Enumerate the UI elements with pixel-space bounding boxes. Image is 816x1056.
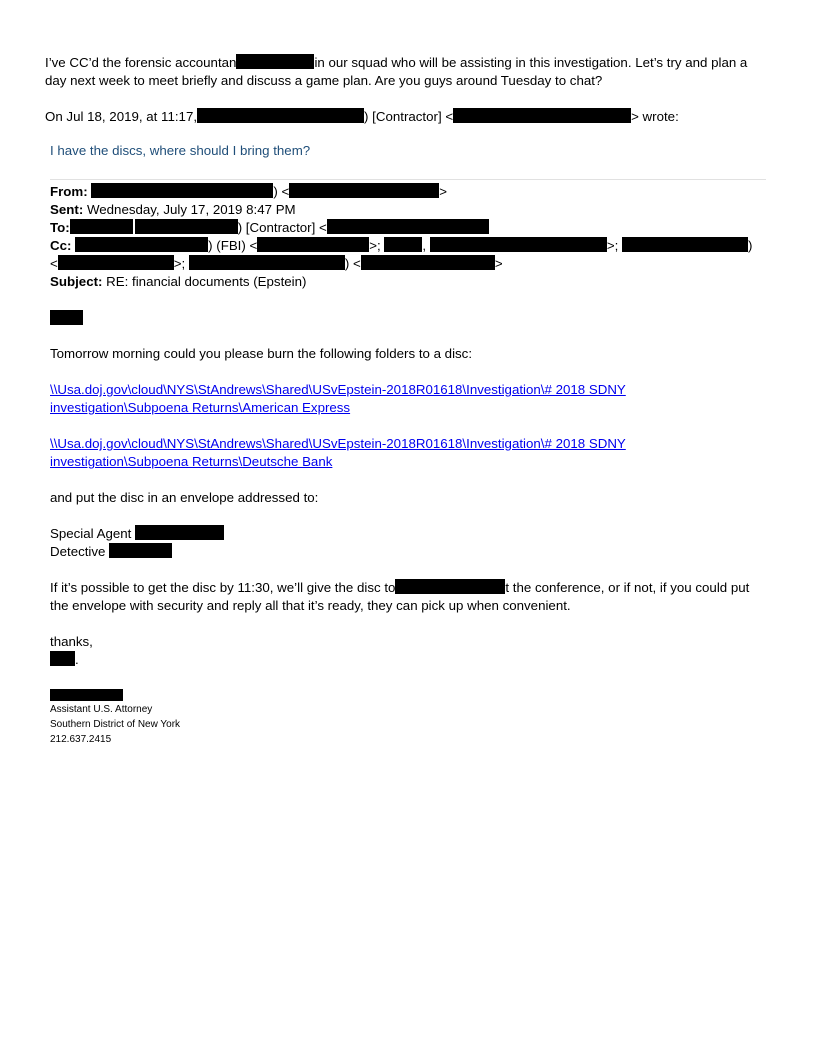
subject-line: Subject: RE: financial documents (Epstein) xyxy=(50,274,307,289)
sender-initial: . xyxy=(50,651,79,669)
redaction-box xyxy=(135,219,238,234)
redaction-box xyxy=(197,108,364,123)
instruction-text: Tomorrow morning could you please burn the following folders to a disc: xyxy=(50,346,473,361)
envelope-text: and put the disc in an envelope addressed to: xyxy=(50,490,319,505)
redaction-box xyxy=(109,543,172,558)
redaction-box xyxy=(189,255,345,270)
intro-line-1: I’ve CC’d the forensic accountan in our squad who will be assisting in this investigation. Let’s try and plan a xyxy=(45,55,748,70)
redaction-box xyxy=(384,237,422,252)
redaction-box xyxy=(257,237,369,252)
link-line[interactable]: \\Usa.doj.gov\cloud\NYS\StAndrews\Shared\USvEpstein-2018R01618\Investigation\# 2018 SDNY xyxy=(50,382,626,397)
redaction-box xyxy=(430,237,607,252)
intro-line-2: day next week to meet briefly and discuss a game plan. Are you guys around Tuesday to chat? xyxy=(45,73,603,88)
folder-link-deutsche-bank[interactable] xyxy=(50,435,626,471)
signature-phone: 212.637.2415 xyxy=(50,734,112,745)
signature-office: Southern District of New York xyxy=(50,719,181,730)
addressee-agent: Special Agent xyxy=(50,525,224,543)
addressee-detective: Detective xyxy=(50,543,172,561)
thanks-text: thanks, xyxy=(50,634,93,649)
quote-header: On Jul 18, 2019, at 11:17, ) [Contractor] < > wrote: xyxy=(45,109,679,124)
redaction-box xyxy=(622,237,748,252)
from-line: From: ) < > xyxy=(50,184,448,199)
cc-line-2: < >; ) < > xyxy=(50,256,503,271)
possible-line-1: If it’s possible to get the disc by 11:30, we’ll give the disc to t the conference, or if not, if you could put xyxy=(50,580,750,595)
reply-text: I have the discs, where should I bring them? xyxy=(50,143,311,158)
greeting xyxy=(50,310,83,328)
to-line: To: ) [Contractor] < xyxy=(50,219,489,237)
redaction-box xyxy=(135,525,224,540)
link-line[interactable]: investigation\Subpoena Returns\American Express xyxy=(50,400,351,415)
redaction-box xyxy=(50,310,83,325)
redaction-box xyxy=(236,54,314,69)
redaction-box xyxy=(289,183,439,198)
redaction-box xyxy=(91,183,273,198)
redaction-box xyxy=(50,689,123,701)
redaction-box xyxy=(75,237,208,252)
link-line[interactable]: \\Usa.doj.gov\cloud\NYS\StAndrews\Shared\USvEpstein-2018R01618\Investigation\# 2018 SDNY xyxy=(50,436,626,451)
redaction-box xyxy=(361,255,495,270)
possible-line-2: the envelope with security and reply all that it’s ready, they can pick up when convenient. xyxy=(50,598,571,613)
header-divider xyxy=(50,179,766,180)
redaction-box xyxy=(327,219,489,234)
folder-link-american-express[interactable] xyxy=(50,381,626,417)
redaction-box xyxy=(395,579,505,594)
sent-line: Sent: Wednesday, July 17, 2019 8:47 PM xyxy=(50,202,296,217)
redaction-box xyxy=(453,108,631,123)
redaction-box xyxy=(50,651,75,666)
cc-line: Cc: ) (FBI) < >; , >; ) xyxy=(50,238,753,253)
link-line[interactable]: investigation\Subpoena Returns\Deutsche Bank xyxy=(50,454,333,469)
redaction-box xyxy=(58,255,174,270)
redaction-box xyxy=(70,219,133,234)
signature-title: Assistant U.S. Attorney xyxy=(50,704,153,715)
